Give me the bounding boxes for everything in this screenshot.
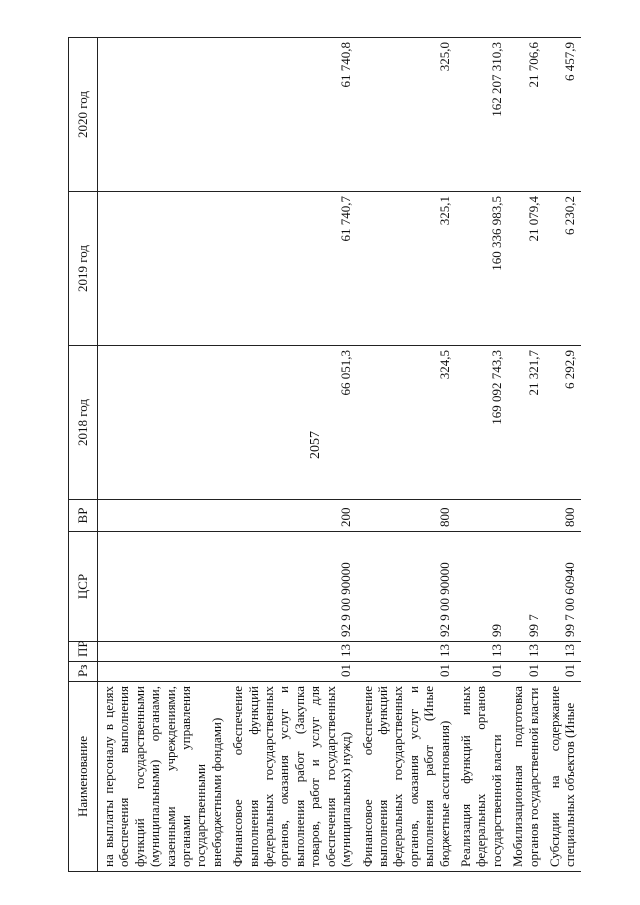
row-rz: 01 — [455, 662, 507, 682]
row-2018: 21 321,7 — [507, 346, 544, 500]
row-csr: 99 — [455, 532, 507, 642]
header-name: Наименование — [69, 682, 98, 872]
row-rz: 01 — [507, 662, 544, 682]
table-row — [455, 38, 507, 872]
row-2019: 160 336 983,5 — [455, 192, 507, 346]
row-rz: 01 — [227, 662, 356, 682]
row-csr: 92 9 00 90000 — [357, 532, 455, 642]
row-name: Мобилизационная подготовка органов государственной власти — [507, 682, 544, 872]
header-vr: ВР — [69, 500, 98, 532]
row-name: на выплаты персоналу в целях обеспечения выполнения функций государственными (муниципальными) органами, казенными учреждениями, органами управления государственными внебюджетными фондами) — [98, 682, 228, 872]
row-name: Субсидии на содержание специальных объектов (Иные — [544, 682, 581, 872]
row-csr: 99 7 — [507, 532, 544, 642]
row-vr: 800 — [357, 500, 455, 532]
row-vr — [507, 500, 544, 532]
row-rz — [98, 662, 228, 682]
row-name: Финансовое обеспечение выполнения функций федеральных государственных органов, оказания услуг и выполнения работ (Закупка товаров, работ и услуг для обеспечения государственных (муниципальных) нужд) — [227, 682, 356, 872]
row-2019 — [98, 192, 228, 346]
budget-table — [68, 37, 581, 872]
row-pr: 13 — [455, 642, 507, 662]
row-2020 — [98, 38, 228, 192]
row-pr: 13 — [507, 642, 544, 662]
row-csr: 99 7 00 60940 — [544, 532, 581, 642]
row-2020: 21 706,6 — [507, 38, 544, 192]
page-number: 2057 — [308, 431, 323, 459]
table-row — [507, 38, 544, 872]
row-vr — [98, 500, 228, 532]
row-2020: 6 457,9 — [544, 38, 581, 192]
row-2018: 66 051,3 — [227, 346, 356, 500]
row-2019: 325,1 — [357, 192, 455, 346]
budget-table-rotated — [68, 37, 588, 872]
row-name: Реализация функций иных федеральных органов государственной власти — [455, 682, 507, 872]
table-header-row — [69, 38, 98, 872]
row-pr: 13 — [227, 642, 356, 662]
row-2020: 162 207 310,3 — [455, 38, 507, 192]
row-2019: 61 740,7 — [227, 192, 356, 346]
table-row — [227, 38, 356, 872]
row-2018: 324,5 — [357, 346, 455, 500]
header-2018: 2018 год — [69, 346, 98, 500]
row-2020: 61 740,8 — [227, 38, 356, 192]
header-2020: 2020 год — [69, 38, 98, 192]
header-2019: 2019 год — [69, 192, 98, 346]
row-name: Финансовое обеспечение выполнения функций федеральных государственных органов, оказания услуг и выполнения работ (Иные бюджетные ассигнования) — [357, 682, 455, 872]
table-row — [544, 38, 581, 872]
row-2018 — [98, 346, 228, 500]
row-vr: 200 — [227, 500, 356, 532]
header-rz: Рз — [69, 662, 98, 682]
row-2020: 325,0 — [357, 38, 455, 192]
row-vr — [455, 500, 507, 532]
header-csr: ЦСР — [69, 532, 98, 642]
row-pr: 13 — [544, 642, 581, 662]
header-pr: ПР — [69, 642, 98, 662]
row-pr — [98, 642, 228, 662]
row-csr — [98, 532, 228, 642]
row-2018: 6 292,9 — [544, 346, 581, 500]
table-row — [357, 38, 455, 872]
row-rz: 01 — [357, 662, 455, 682]
row-rz: 01 — [544, 662, 581, 682]
table-row — [98, 38, 228, 872]
row-vr: 800 — [544, 500, 581, 532]
row-2019: 21 079,4 — [507, 192, 544, 346]
row-2018: 169 092 743,3 — [455, 346, 507, 500]
row-pr: 13 — [357, 642, 455, 662]
row-csr: 92 9 00 90000 — [227, 532, 356, 642]
row-2019: 6 230,2 — [544, 192, 581, 346]
